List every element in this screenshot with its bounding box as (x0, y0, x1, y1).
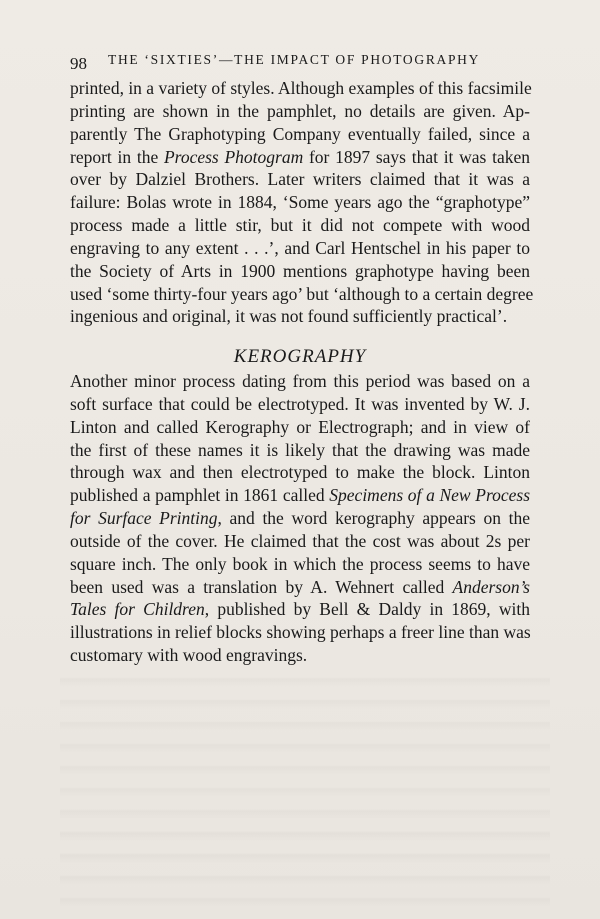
text-line (70, 146, 530, 169)
text-line (70, 123, 530, 146)
text-line (70, 260, 530, 283)
text-run: customary with wood engravings. (70, 645, 308, 666)
text-run: soft surface that could be electrotyped. It was invented by W. J. (70, 393, 530, 414)
text-run: published a pamphlet in 1861 called (70, 485, 330, 506)
text-line (70, 553, 530, 576)
text-line (70, 598, 530, 621)
text-run: printed, in a variety of styles. Although examples of this facsimile (70, 78, 532, 98)
text-run: parently The Graphotyping Company eventually failed, since a (70, 123, 530, 144)
text-run: report in the (70, 146, 164, 167)
text-run: printing are shown in the pamphlet, no details are given. Ap- (70, 100, 530, 121)
page-header (70, 52, 530, 76)
text-line (70, 530, 530, 553)
paragraph-graphotype (70, 77, 534, 328)
text-run: failure: Bolas wrote in 1884, ‘Some years ago the “graphotype” (70, 192, 530, 213)
italic-title: for Surface Printing (70, 508, 218, 529)
show-through-bleed (60, 665, 550, 915)
text-line (70, 644, 530, 667)
text-run: ingenious and original, it was not found sufficiently practical’. (70, 306, 508, 327)
text-line (70, 168, 530, 191)
text-run: square inch. The only book in which the process seems to have (70, 553, 530, 574)
text-run: illustrations in relief blocks showing perhaps a freer line than was (70, 622, 531, 643)
text-line (70, 283, 534, 306)
text-line (70, 370, 530, 393)
text-line (70, 507, 530, 530)
text-run: over by Dalziel Brothers. Later writers claimed that it was a (70, 169, 530, 190)
text-line (70, 191, 530, 214)
text-line (70, 237, 530, 260)
text-run: the Society of Arts in 1900 mentions graphotype having been (70, 260, 530, 281)
text-line (70, 100, 530, 123)
text-run: outside of the cover. He claimed that the cost was about 2s per (70, 530, 530, 551)
italic-title: Anderson’s (452, 576, 530, 597)
paragraph-kerography (70, 370, 530, 667)
text-run: through wax and then electrotyped to make the block. Linton (70, 462, 530, 483)
text-line (70, 621, 530, 644)
text-run: , and the word kerography appears on the (217, 508, 531, 529)
text-line (70, 576, 530, 599)
text-run: , published by Bell & Daldy in 1869, with (204, 599, 530, 620)
italic-title: Tales for Children (70, 599, 205, 620)
section-heading-kerography: KEROGRAPHY (233, 346, 367, 367)
text-run: used ‘some thirty-four years ago’ but ‘although to a certain degree (70, 283, 534, 304)
text-line (70, 461, 530, 484)
running-head: THE ‘SIXTIES’—THE IMPACT OF PHOTOGRAPHY (108, 52, 481, 67)
page-number: 98 (70, 54, 87, 73)
text-run: the first of these names it is likely that the drawing was made (70, 439, 530, 460)
text-line (70, 214, 530, 237)
text-run: been used was a translation by A. Wehnert called (70, 576, 453, 597)
text-run: process made a little stir, but it did not compete with wood (70, 215, 530, 236)
text-line (70, 484, 530, 507)
text-line (70, 77, 530, 100)
text-line (70, 416, 530, 439)
text-line (70, 393, 530, 416)
text-run: Linton and called Kerography or Electrograph; and in view of (70, 416, 530, 437)
text-run: for 1897 says that it was taken (303, 146, 530, 167)
text-line (70, 305, 530, 328)
text-run: engraving to any extent . . .’, and Carl Hentschel in his paper to (70, 237, 530, 258)
italic-title: Process Photogram (163, 146, 304, 167)
text-run: Another minor process dating from this period was based on a (70, 371, 530, 391)
italic-title: Specimens of a New Process (329, 485, 531, 506)
text-line (70, 439, 530, 462)
